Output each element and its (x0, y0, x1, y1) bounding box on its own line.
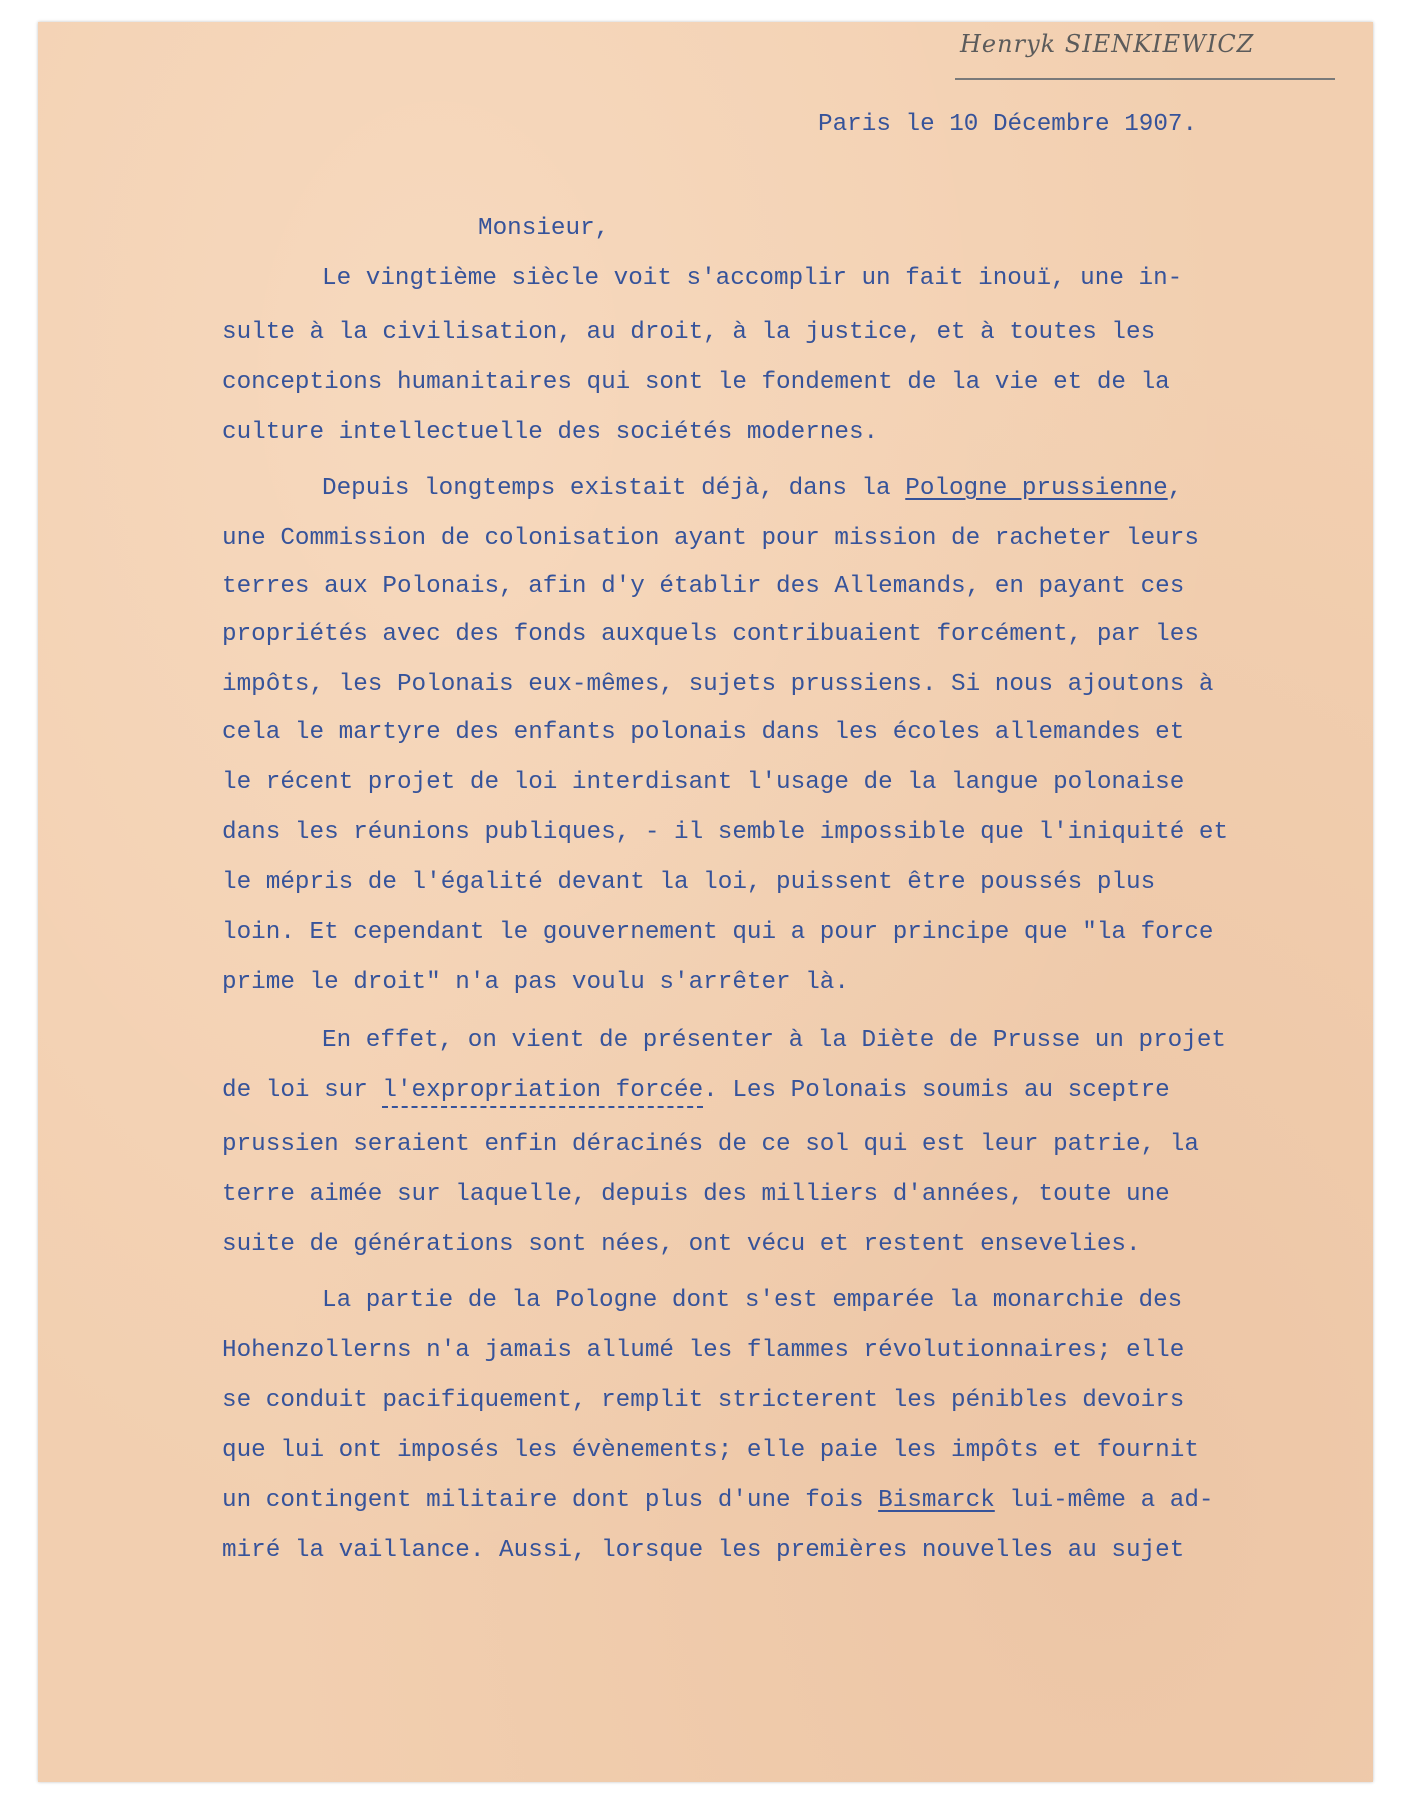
text-line: La partie de la Pologne dont s'est emparée la monarchie des (322, 1287, 1183, 1314)
text-fragment: , (1167, 475, 1183, 502)
text-line: Hohenzollerns n'a jamais allumé les flammes révolutionnaires; elle (222, 1337, 1185, 1364)
text-line: prussien seraient enfin déracinés de ce sol qui est leur patrie, la (222, 1131, 1199, 1158)
date-line: Paris le 10 Décembre 1907. (818, 111, 1198, 138)
text-line (222, 1486, 1214, 1516)
text-fragment: Depuis longtemps existait déjà, dans la (322, 475, 906, 502)
salutation: Monsieur, (478, 215, 610, 242)
text-fragment: un contingent militaire dont plus d'une fois (222, 1487, 879, 1514)
text-line: En effet, on vient de présenter à la Diète de Prusse un projet (322, 1027, 1226, 1054)
text-line: suite de générations sont nées, ont vécu et restent ensevelies. (222, 1231, 1141, 1258)
text-line: le récent projet de loi interdisant l'usage de la langue polonaise (222, 769, 1185, 796)
text-line: miré la vaillance. Aussi, lorsque les premières nouvelles au sujet (222, 1537, 1185, 1564)
text-line: loin. Et cependant le gouvernement qui a pour principe que "la force (222, 919, 1214, 946)
text-line: culture intellectuelle des sociétés modernes. (222, 419, 879, 446)
text-line: Le vingtième siècle voit s'accomplir un fait inouï, une in- (322, 265, 1183, 292)
text-line: terre aimée sur laquelle, depuis des milliers d'années, toute une (222, 1181, 1170, 1208)
underlined-phrase: l'expropriation forcée (382, 1077, 703, 1108)
text-line: conceptions humanitaires qui sont le fondement de la vie et de la (222, 369, 1170, 396)
text-fragment: lui-même a ad- (994, 1487, 1214, 1514)
text-line: sulte à la civilisation, au droit, à la justice, et à toutes les (222, 319, 1156, 346)
annotation-underline (955, 78, 1335, 80)
text-fragment: de loi sur (222, 1077, 383, 1104)
text-line: propriétés avec des fonds auxquels contribuaient forcément, par les (222, 621, 1199, 648)
text-fragment: . Les Polonais soumis au sceptre (703, 1077, 1170, 1104)
text-line: une Commission de colonisation ayant pour mission de racheter leurs (222, 525, 1199, 552)
text-line: terres aux Polonais, afin d'y établir des Allemands, en payant ces (222, 573, 1185, 600)
text-line (222, 1076, 1170, 1106)
text-line: le mépris de l'égalité devant la loi, puissent être poussés plus (222, 869, 1156, 896)
text-line: dans les réunions publiques, - il semble impossible que l'iniquité et (222, 819, 1229, 846)
text-line: cela le martyre des enfants polonais dans les écoles allemandes et (222, 719, 1185, 746)
text-line: se conduit pacifiquement, remplit stricterent les pénibles devoirs (222, 1387, 1185, 1414)
text-line: impôts, les Polonais eux-mêmes, sujets prussiens. Si nous ajoutons à (222, 671, 1214, 698)
text-line: prime le droit" n'a pas voulu s'arrêter là. (222, 969, 849, 996)
underlined-phrase: Pologne prussienne (905, 475, 1168, 502)
underlined-phrase: Bismarck (878, 1487, 995, 1514)
text-line: que lui ont imposés les évènements; elle paie les impôts et fournit (222, 1437, 1199, 1464)
text-line (322, 474, 1182, 504)
handwritten-author-annotation: Henryk SIENKIEWICZ (960, 30, 1255, 58)
